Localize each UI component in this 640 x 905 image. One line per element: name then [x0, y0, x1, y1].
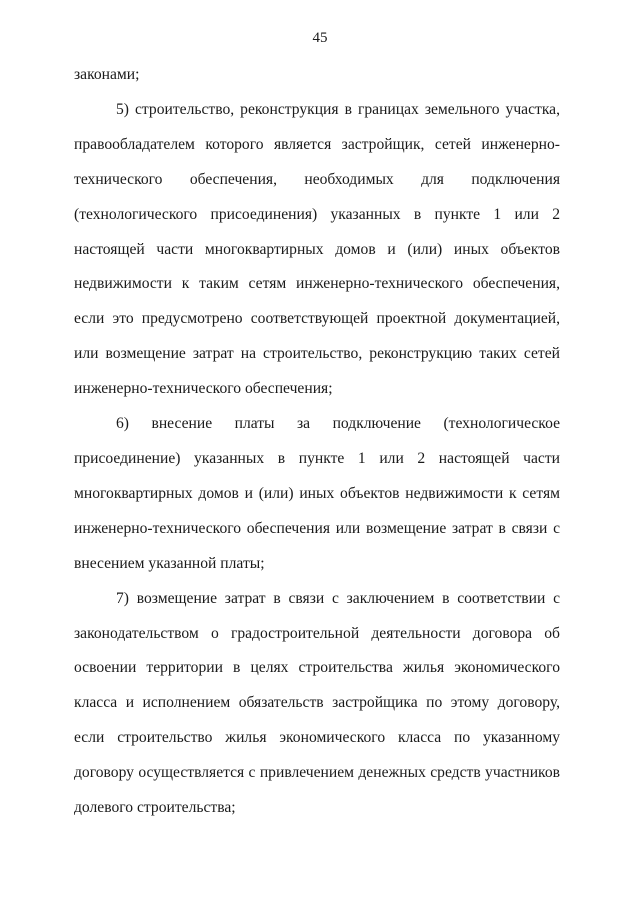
paragraph-item-5: 5) строительство, реконструкция в границах земельного участка, правообладателем которого является застройщик, сетей инженерно-технического обеспечения, необходимых для подключения (технологического присоединения) указанных в пункте 1 или 2 настоящей части многоквартирных домов и (или) иных объектов недвижимости к таким сетям инженерно-технического обеспечения, если это предусмотрено соответствующей проектной документацией, или возмещение затрат на строительство, реконструкцию таких сетей инженерно-технического обеспечения;: [74, 100, 560, 398]
paragraph-continuation: законами;: [74, 66, 140, 83]
document-body: [74, 58, 560, 826]
paragraph-item-6: 6) внесение платы за подключение (технологическое присоединение) указанных в пункте 1 или 2 настоящей части многоквартирных домов и (или) иных объектов недвижимости к сетям инженерно-технического обеспечения или возмещение затрат в связи с внесением указанной платы;: [74, 415, 560, 572]
paragraph-item-7: 7) возмещение затрат в связи с заключением в соответствии с законодательством о градостроительной деятельности договора об освоении территории в целях строительства жилья экономического класса и исполнением обязательств застройщика по этому договору, если строительство жилья экономического класса по указанному договору осуществляется с привлечением денежных средств участников долевого строительства;: [74, 589, 560, 817]
page-number: 45: [312, 30, 328, 46]
